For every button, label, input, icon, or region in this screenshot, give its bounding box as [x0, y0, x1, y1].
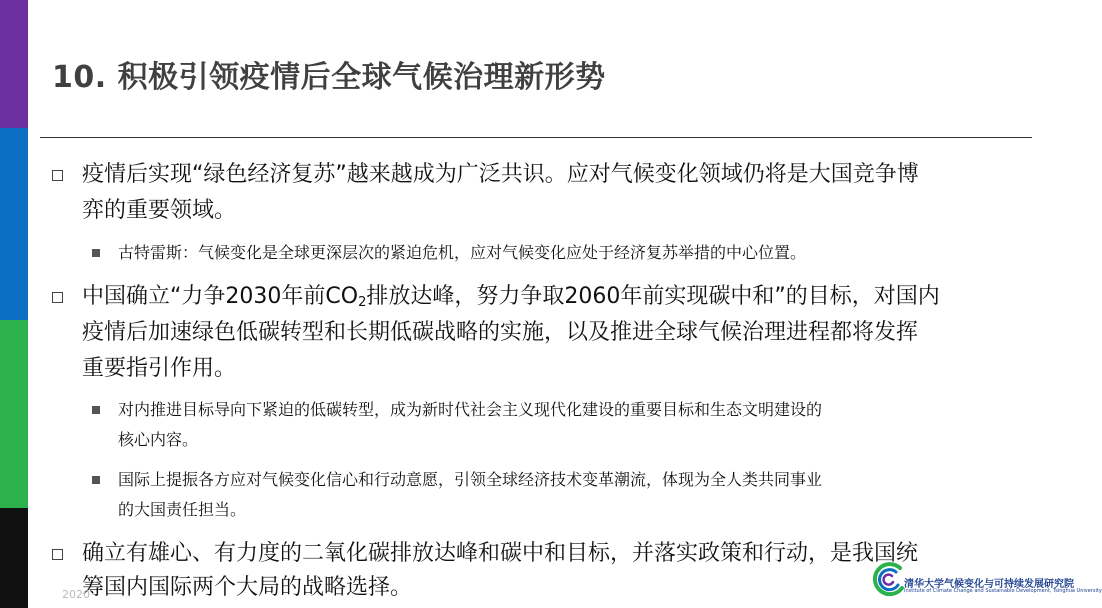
institute-name-cn: 清华大学气候变化与可持续发展研究院: [904, 579, 1074, 590]
sidebar-segment-black: [0, 508, 28, 608]
square-bullet-icon: [92, 249, 100, 257]
slide-title: 10. 积极引领疫情后全球气候治理新形势: [52, 60, 606, 95]
square-bullet-icon: [92, 476, 100, 484]
hollow-square-bullet-icon: [52, 549, 63, 560]
footer-date: 2020: [62, 588, 90, 601]
sidebar-segment-purple: [0, 0, 28, 128]
sidebar-segment-blue: [0, 128, 28, 320]
square-bullet-icon: [92, 406, 100, 414]
hollow-square-bullet-icon: [52, 292, 63, 303]
institute-logo: [870, 558, 1102, 604]
title-divider: [40, 137, 1032, 138]
institute-logo-icon: [870, 560, 908, 598]
sidebar-segment-green: [0, 320, 28, 508]
institute-name-en: Institute of Climate Change and Sustainable Development, Tsinghua University: [904, 588, 1102, 594]
sidebar-color-bar: [0, 0, 28, 608]
hollow-square-bullet-icon: [52, 170, 63, 181]
